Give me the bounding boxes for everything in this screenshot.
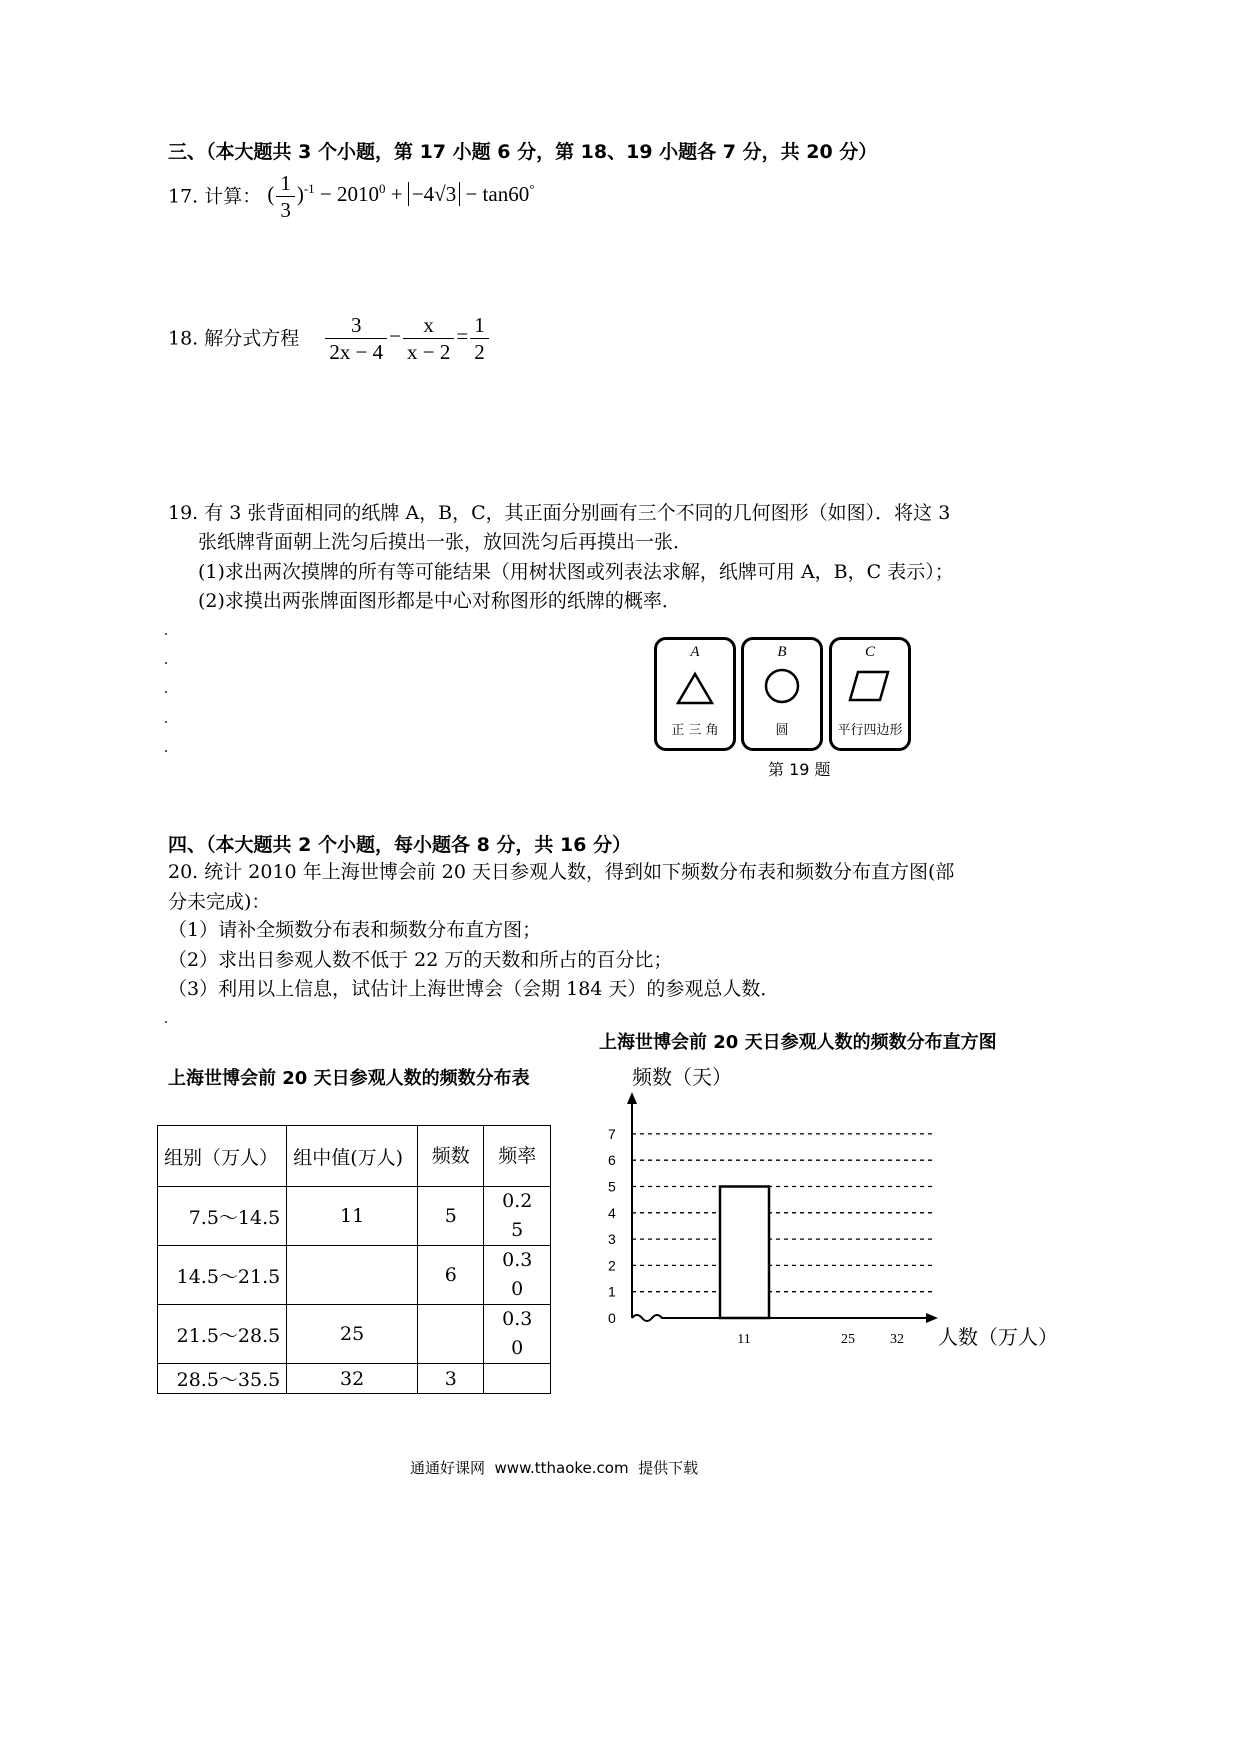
q20-part-3: （3）利用以上信息，试估计上海世博会（会期 184 天）的参观总人数． [168,978,780,1000]
histogram-chart [590,1060,1060,1360]
y-tick-label: 4 [608,1204,616,1221]
q19-line-1: 19. 有 3 张背面相同的纸牌 A，B，C，其正面分别画有三个不同的几何图形（如图）．将这 3 [168,502,951,524]
x-tick-label: 11 [737,1332,751,1347]
card-c: C 平行四边形 [829,637,911,751]
y-tick-label: 0 [608,1310,616,1326]
figure-19-caption: 第 19 题 [768,760,831,779]
q19-line-3: (1)求出两次摸牌的所有等可能结果（用树状图或列表法求解，纸牌可用 A，B，C 表示）； [198,561,954,583]
y-tick-label: 5 [608,1178,616,1195]
table-row: 21.5～28.5 25 0.30 [158,1305,551,1364]
question-17 [168,170,534,230]
card-b: B 圆 [741,637,823,751]
q17-label: 17. 计算： [168,185,262,208]
q19-line-2: 张纸牌背面朝上洗匀后摸出一张，放回洗匀后再摸出一张． [198,531,693,553]
q19-line-4: (2)求摸出两张牌面图形都是中心对称图形的纸牌的概率． [198,590,681,612]
chart-title: 上海世博会前 20 天日参观人数的频数分布直方图 [599,1032,997,1053]
table-row: 14.5～21.5 6 0.30 [158,1246,551,1305]
x-tick-label: 32 [890,1332,904,1347]
histogram-bar [720,1187,769,1319]
y-tick-label: 3 [608,1231,616,1248]
frequency-table [157,1125,551,1394]
card-a: A 正 三 角 [654,637,736,751]
table-row: 28.5～35.5 32 3 [158,1364,551,1394]
table-title: 上海世博会前 20 天日参观人数的频数分布表 [168,1068,530,1089]
x-axis [632,1315,932,1321]
y-axis-label: 频数（天） [632,1065,732,1089]
y-tick-label: 1 [608,1283,616,1300]
q18-label: 18. 解分式方程 [168,327,300,350]
page-footer: 通通好课网 www.tthaoke.com 提供下载 [410,1459,699,1477]
section-3-heading: 三、（本大题共 3 个小题，第 17 小题 6 分，第 18、19 小题各 7 分，共 20 分） [168,141,878,163]
header-rate: 频率 [484,1126,551,1187]
x-axis-arrow-icon [926,1313,938,1323]
header-midpoint: 组中值(万人) [287,1126,418,1187]
q18-equation: $\frac{3}{2x - 4}$ − $\frac{x}{x - 2}$ = $\frac{1}{2}$ [323,324,490,348]
y-axis-arrow-icon [627,1092,637,1104]
table-row: 7.5～14.5 11 5 0.25 [158,1187,551,1246]
q20-part-2: （2）求出日参观人数不低于 22 万的天数和所占的百分比； [168,949,673,971]
header-frequency: 频数 [418,1126,484,1187]
header-group: 组别（万人） [158,1126,287,1187]
x-axis-label: 人数（万人） [938,1325,1058,1349]
y-tick-label: 2 [608,1257,616,1274]
y-tick-label: 7 [608,1125,616,1142]
question-18 [168,312,491,372]
y-tick-label: 6 [608,1152,616,1169]
q20-line-1: 20. 统计 2010 年上海世博会前 20 天日参观人数，得到如下频数分布表和频数分布直方图(部 [168,861,955,883]
table-header-row [158,1126,551,1187]
q17-expression: ( $\frac{1}{3}$ )$^{-1} - 2010^0 + -4√3 - \tan 60^\circ$ [267,171,535,222]
x-tick-label: 25 [841,1332,855,1347]
section-4-heading: 四、（本大题共 2 个小题，每小题各 8 分，共 16 分） [168,834,632,856]
q20-line-2: 分未完成)： [168,891,271,913]
q20-part-1: （1）请补全频数分布表和频数分布直方图； [168,919,542,941]
